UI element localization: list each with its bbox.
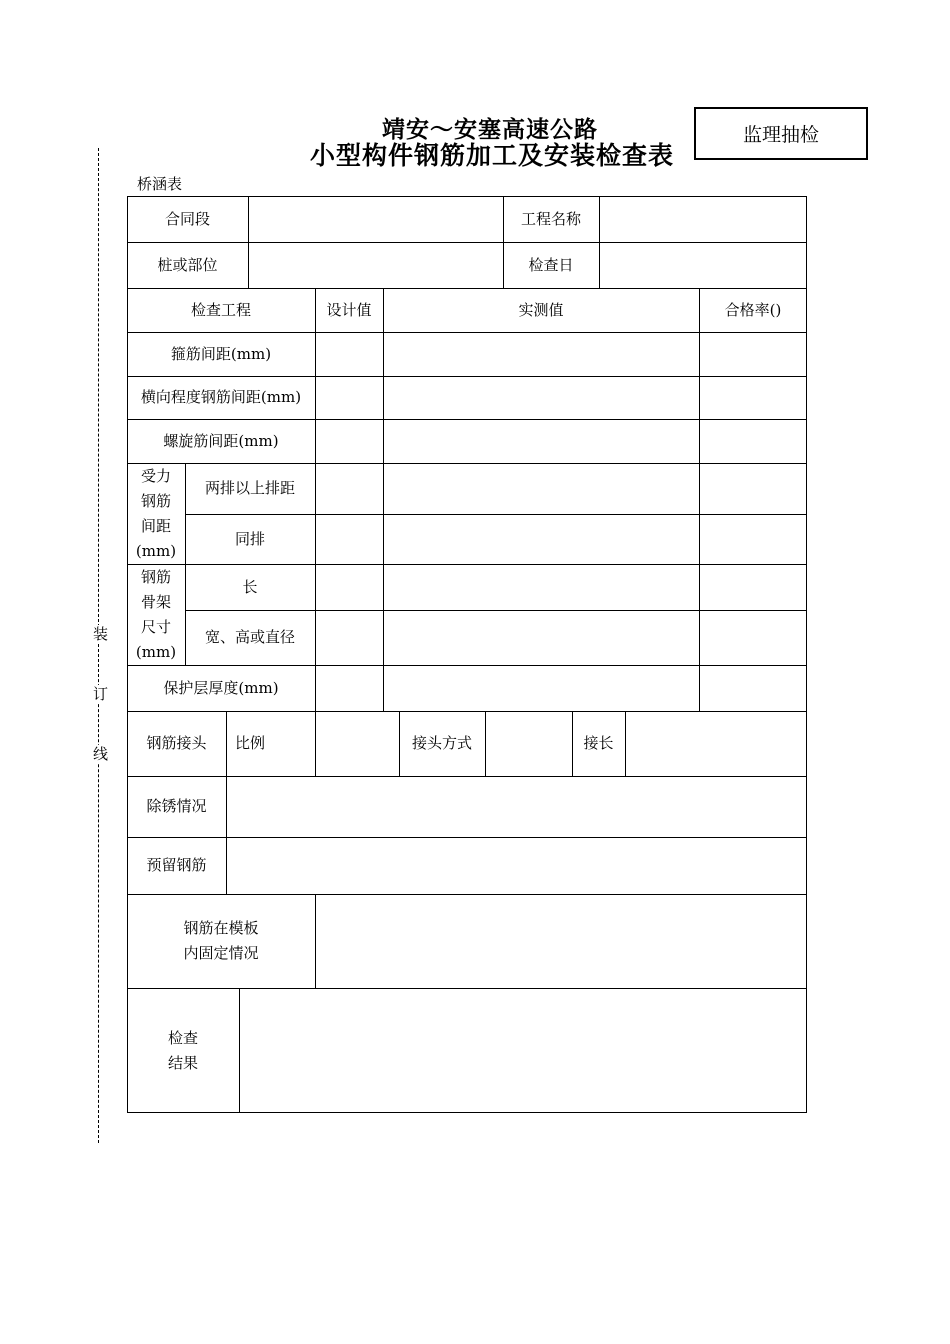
item-width-height-dia: 宽、高或直径: [204, 628, 295, 646]
table-rule-v: [383, 288, 384, 711]
label-result: 检查 结果: [167, 1028, 198, 1072]
label-contract-section: 合同段: [164, 209, 210, 228]
item-transverse-spacing: 横向程度钢筋间距(mm): [140, 388, 302, 406]
label-check-date: 检查日: [528, 255, 574, 274]
label-fixing: 钢筋在模板 内固定情况: [183, 919, 259, 962]
label-joint-method: 接头方式: [411, 734, 472, 752]
label-joint: 钢筋接头: [146, 734, 207, 752]
table-rule-h: [127, 837, 807, 838]
col-item: 检查工程: [190, 300, 251, 319]
label-joint-ratio: 比例: [235, 734, 266, 752]
value-check-date[interactable]: [599, 242, 807, 288]
table-rule-v: [699, 288, 700, 711]
binding-line: [98, 148, 99, 1143]
table-rule-v: [625, 711, 626, 776]
stamp-box: 监理抽检: [694, 107, 868, 160]
value-pile-part[interactable]: [248, 242, 503, 288]
label-pile-part: 桩或部位: [157, 255, 218, 274]
col-measured: 实测值: [518, 300, 564, 319]
item-stirrup-spacing: 箍筋间距(mm): [170, 344, 272, 363]
title-line-2: 小型构件钢筋加工及安装检查表: [309, 141, 674, 170]
form-code: 桥涵表: [137, 175, 183, 193]
table-rule-h: [127, 776, 807, 777]
col-design: 设计值: [326, 300, 372, 319]
binding-char: 线: [93, 745, 109, 763]
table-rule-v: [315, 711, 316, 776]
table-rule-v: [315, 288, 316, 711]
item-same-row: 同排: [234, 529, 265, 548]
item-length: 长: [242, 577, 258, 596]
item-cover: 保护层厚度(mm): [163, 678, 279, 697]
item-skeleton-group: 钢筋 骨架 尺寸 (mm): [135, 567, 177, 661]
title-line-1: 靖安～安塞高速公路: [382, 117, 598, 143]
item-multi-row: 两排以上排距: [204, 479, 295, 497]
binding-char: 订: [93, 685, 109, 703]
label-reserved: 预留钢筋: [146, 856, 207, 874]
label-rust: 除锈情况: [146, 797, 207, 815]
col-pass-rate: 合格率(): [724, 300, 782, 319]
binding-char: 装: [93, 625, 109, 643]
item-main-bar-group: 受力 钢筋 间距 (mm): [135, 466, 177, 560]
label-joint-length: 接长: [583, 734, 614, 752]
value-contract-section[interactable]: [248, 196, 503, 242]
table-rule-v: [239, 988, 240, 1113]
label-project-name: 工程名称: [520, 209, 581, 228]
table-rule-v: [485, 711, 486, 776]
table-rule-v: [315, 894, 316, 988]
value-project-name[interactable]: [599, 196, 807, 242]
item-spiral-spacing: 螺旋筋间距(mm): [163, 431, 279, 450]
